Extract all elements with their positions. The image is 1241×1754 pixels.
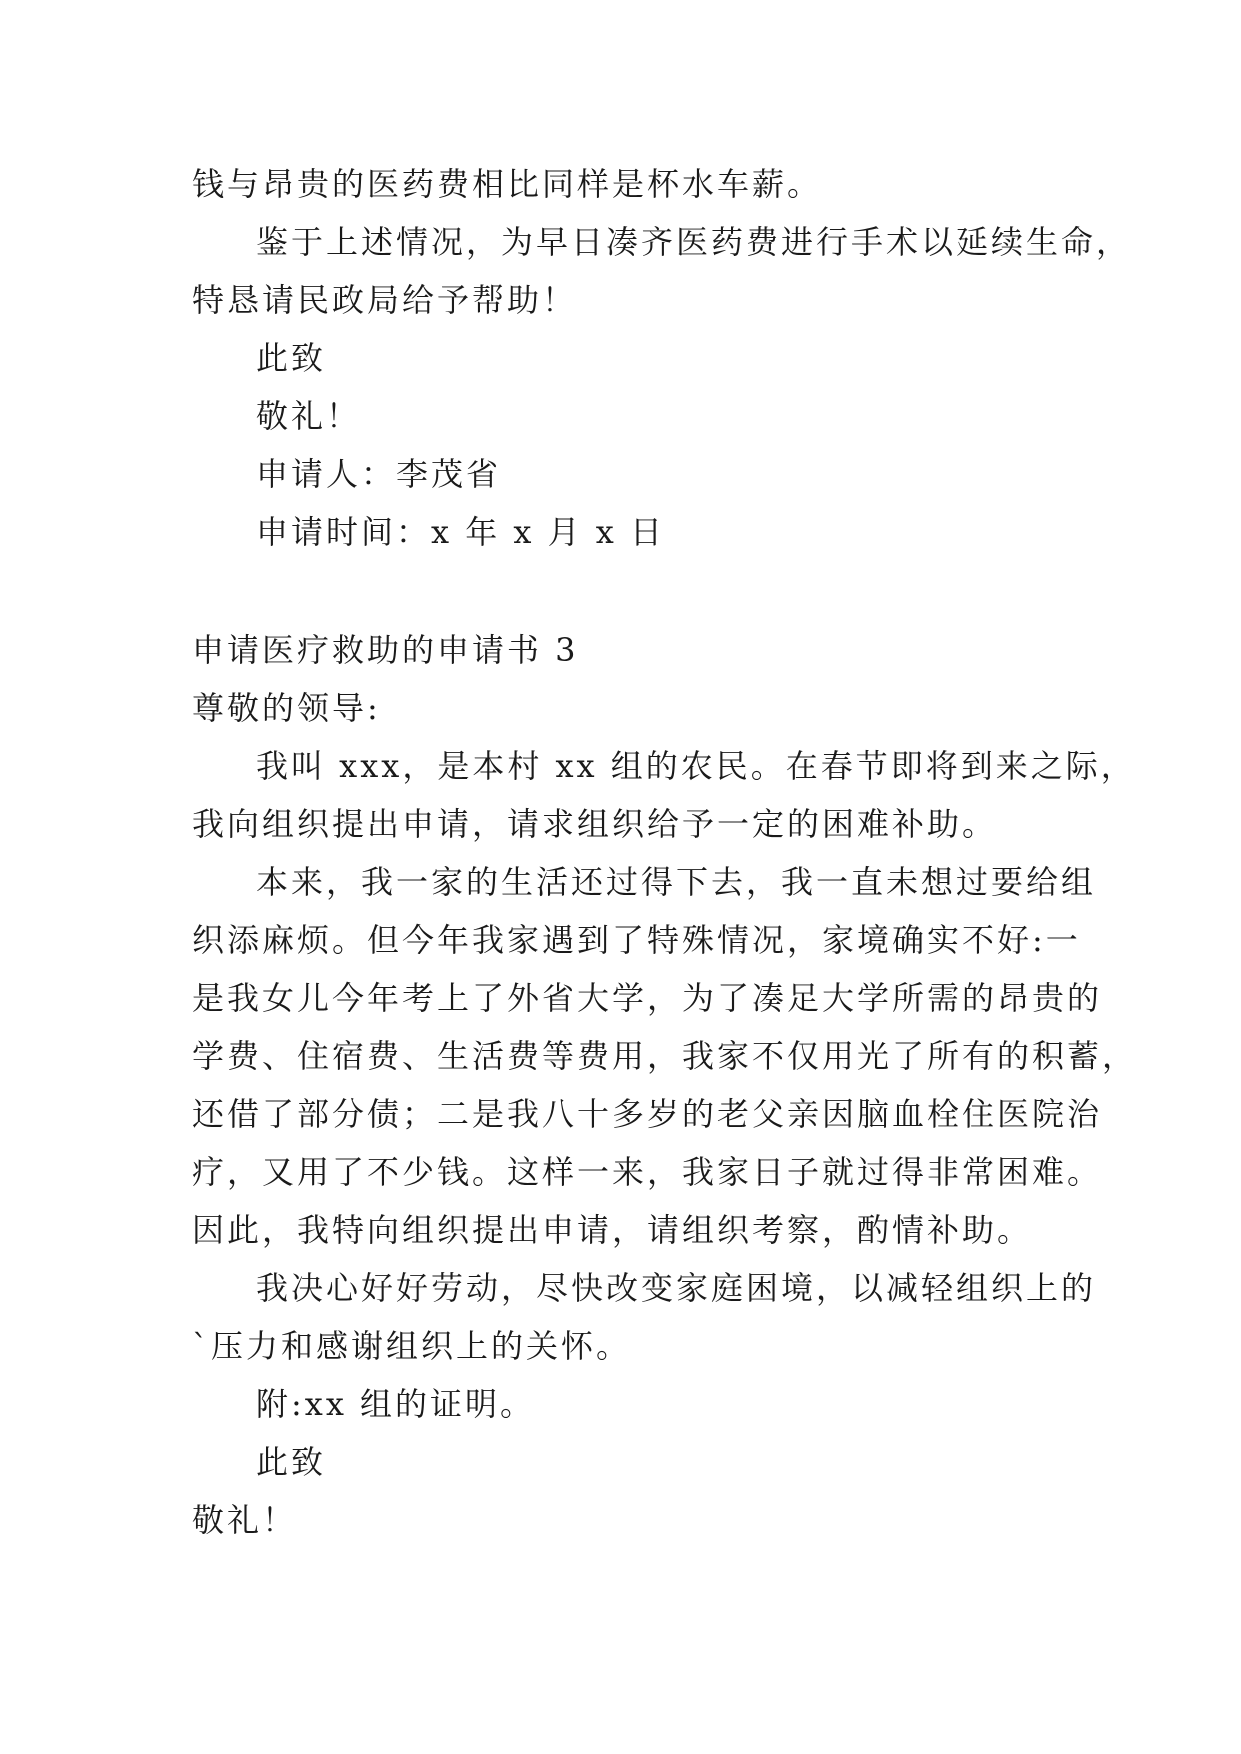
paragraph-line: 钱与昂贵的医药费相比同样是杯水车薪。 [192, 165, 823, 203]
paragraph-line: 织添麻烦。但今年我家遇到了特殊情况，家境确实不好:一 [192, 921, 1081, 959]
paragraph-line: 特恳请民政局给予帮助！ [192, 281, 578, 319]
paragraph-line: 是我女儿今年考上了外省大学，为了凑足大学所需的昂贵的 [192, 979, 1103, 1017]
section-title: 申请医疗救助的申请书 3 [192, 631, 579, 669]
paragraph-line: 因此，我特向组织提出申请，请组织考察，酌情补助。 [192, 1211, 1033, 1249]
paragraph-line: 还借了部分债；二是我八十多岁的老父亲因脑血栓住医院治 [192, 1095, 1103, 1133]
paragraph-line: 疗，又用了不少钱。这样一来，我家日子就过得非常困难。 [192, 1153, 1103, 1191]
date-line: 申请时间：x 年 x 月 x 日 [256, 513, 666, 551]
closing-line: 此致 [256, 339, 327, 377]
paragraph-line: 本来，我一家的生活还过得下去，我一直未想过要给组 [256, 863, 1097, 901]
salutation: 尊敬的领导: [192, 689, 381, 727]
paragraph-line: 我叫 xxx，是本村 xx 组的农民。在春节即将到来之际， [256, 747, 1136, 785]
paragraph-line: 鉴于上述情况，为早日凑齐医药费进行手术以延续生命， [256, 223, 1132, 261]
closing-line: 此致 [256, 1443, 327, 1481]
attachment-line: 附:xx 组的证明。 [256, 1385, 536, 1423]
paragraph-line: 学费、住宿费、生活费等费用，我家不仅用光了所有的积蓄， [192, 1037, 1138, 1075]
paragraph-line: 我决心好好劳动，尽快改变家庭困境，以减轻组织上的 [256, 1269, 1097, 1307]
closing-line: 敬礼！ [192, 1501, 298, 1539]
applicant-line: 申请人：李茂省 [256, 455, 502, 493]
paragraph-line: 我向组织提出申请，请求组织给予一定的困难补助。 [192, 805, 998, 843]
paragraph-line: `压力和感谢组织上的关怀。 [192, 1327, 632, 1365]
closing-line: 敬礼！ [256, 397, 362, 435]
